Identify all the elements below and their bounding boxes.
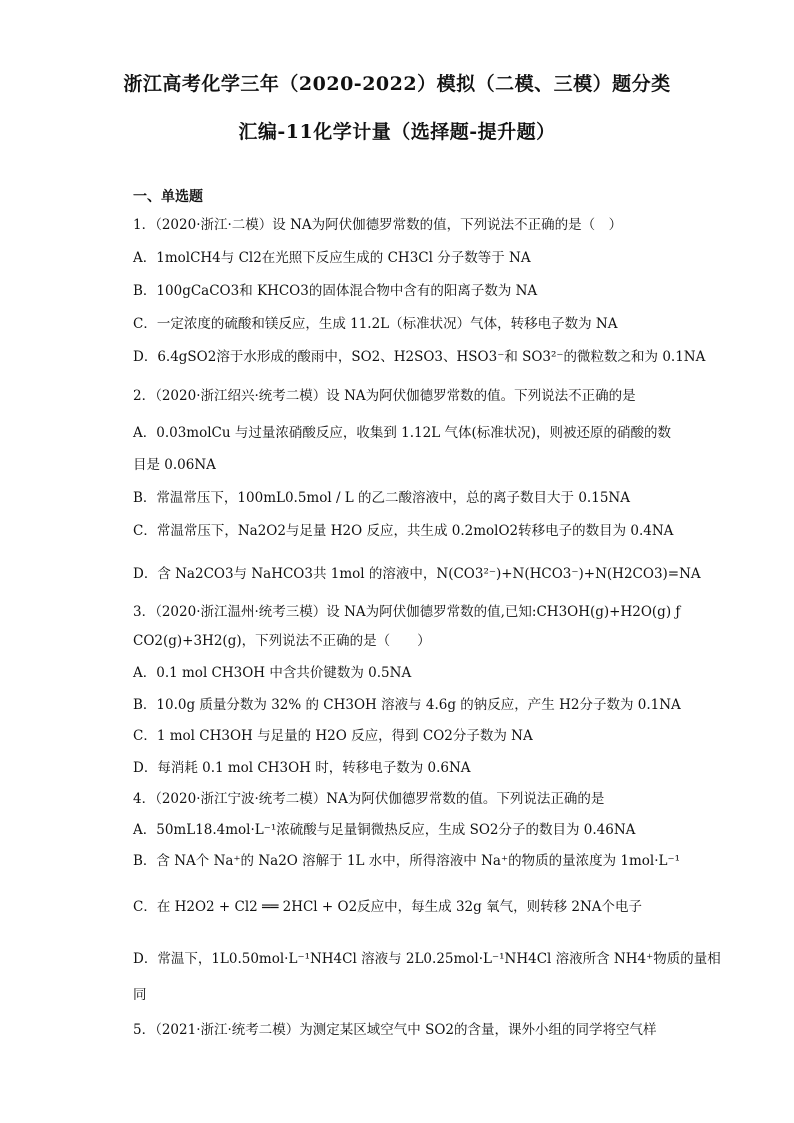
question-4-option-d: D．常温下，1L0.50mol·L⁻¹NH4Cl 溶液与 2L0.25mol·L⁻¹NH4Cl 溶液所含 NH4⁺物质的量相 <box>133 951 721 967</box>
question-1-option-a: A．1molCH4与 Cl2在光照下反应生成的 CH3Cl 分子数等于 NA <box>133 250 531 266</box>
question-2-stem: 2．（2020·浙江绍兴·统考二模）设 NA为阿伏伽德罗常数的值。下列说法不正确的是 <box>133 388 636 404</box>
question-4-stem: 4．（2020·浙江宁波·统考二模）NA为阿伏伽德罗常数的值。下列说法正确的是 <box>133 791 605 807</box>
question-4-option-c: C．在 H2O2 + Cl2 ══ 2HCl + O2反应中，每生成 32g 氧气，则转移 2NA个电子 <box>133 899 643 915</box>
question-2-option-c: C．常温常压下，Na2O2与足量 H2O 反应，共生成 0.2molO2转移电子的数目为 0.4NA <box>133 523 674 539</box>
question-4-option-b: B．含 NA个 Na⁺的 Na2O 溶解于 1L 水中，所得溶液中 Na⁺的物质的量浓度为 1mol·L⁻¹ <box>133 853 680 869</box>
question-1-option-c: C．一定浓度的硫酸和镁反应，生成 11.2L（标准状况）气体，转移电子数为 NA <box>133 316 618 332</box>
document-title-line2: 汇编-11化学计量（选择题-提升题） <box>238 121 556 143</box>
section-heading: 一、单选题 <box>133 189 203 205</box>
question-3-stem: 3．（2020·浙江温州·统考三模）设 NA为阿伏伽德罗常数的值,已知:CH3OH(g)+H2O(g) ƒ <box>133 604 681 620</box>
question-4-option-a: A．50mL18.4mol·L⁻¹浓硫酸与足量铜微热反应，生成 SO2分子的数目为 0.46NA <box>133 822 636 838</box>
question-3-option-a: A．0.1 mol CH3OH 中含共价键数为 0.5NA <box>133 665 412 681</box>
question-2-option-d: D．含 Na2CO3与 NaHCO3共 1mol 的溶液中，N(CO3²⁻)+N(HCO3⁻)+N(H2CO3)=NA <box>133 566 701 582</box>
question-1-option-b: B．100gCaCO3和 KHCO3的固体混合物中含有的阳离子数为 NA <box>133 283 538 299</box>
question-1-option-d: D．6.4gSO2溶于水形成的酸雨中，SO2、H2SO3、HSO3⁻和 SO3²⁻的微粒数之和为 0.1NA <box>133 349 706 365</box>
question-2-option-b: B．常温常压下，100mL0.5mol / L 的乙二酸溶液中，总的离子数目大于 0.15NA <box>133 490 630 506</box>
question-3-option-b: B．10.0g 质量分数为 32% 的 CH3OH 溶液与 4.6g 的钠反应，产生 H2分子数为 0.1NA <box>133 697 681 713</box>
question-3-option-c: C．1 mol CH3OH 与足量的 H2O 反应，得到 CO2分子数为 NA <box>133 728 533 744</box>
document-title-line1: 浙江高考化学三年（2020-2022）模拟（二模、三模）题分类 <box>123 73 671 95</box>
question-2-option-a-cont: 目是 0.06NA <box>133 457 216 473</box>
question-3-stem-cont: CO2(g)+3H2(g)，下列说法不正确的是（ ） <box>133 633 431 649</box>
question-3-option-d: D．每消耗 0.1 mol CH3OH 时，转移电子数为 0.6NA <box>133 760 471 776</box>
question-1-stem: 1．（2020·浙江·二模）设 NA为阿伏伽德罗常数的值，下列说法不正确的是（ ） <box>133 217 623 233</box>
question-5-stem: 5．（2021·浙江·统考二模）为测定某区域空气中 SO2的含量，课外小组的同学将空气样 <box>133 1022 657 1038</box>
question-4-option-d-cont: 同 <box>133 987 147 1003</box>
question-2-option-a: A．0.03molCu 与过量浓硝酸反应，收集到 1.12L 气体(标准状况)，则被还原的硝酸的数 <box>133 425 672 441</box>
